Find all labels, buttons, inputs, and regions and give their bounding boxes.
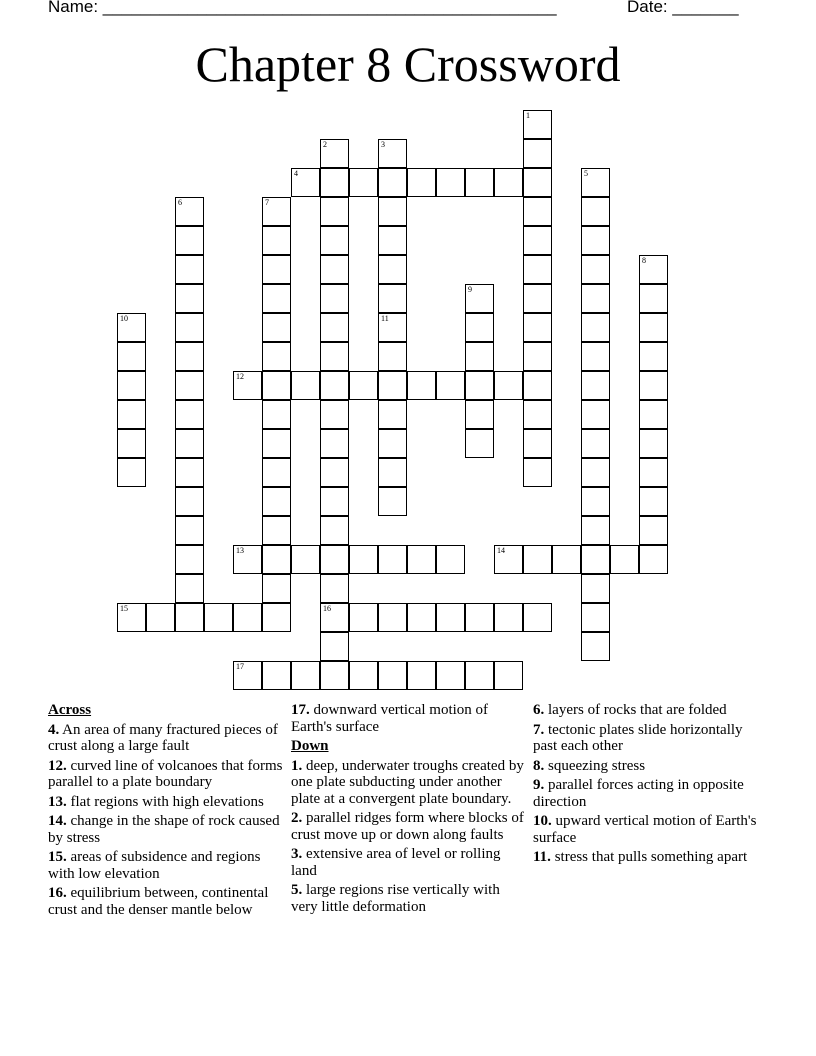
crossword-cell[interactable]	[639, 342, 668, 371]
clue-text: areas of subsidence and regions with low elevation	[48, 849, 261, 882]
crossword-cell[interactable]	[262, 313, 291, 342]
crossword-cell[interactable]	[523, 313, 552, 342]
crossword-cell[interactable]	[581, 603, 610, 632]
page-title: Chapter 8 Crossword	[195, 36, 621, 92]
clue-item	[533, 813, 769, 846]
crossword-cell[interactable]	[639, 487, 668, 516]
crossword-cell[interactable]	[639, 516, 668, 545]
crossword-cell[interactable]	[262, 429, 291, 458]
crossword-cell[interactable]	[320, 255, 349, 284]
clue-text: upward vertical motion of Earth's surface	[533, 813, 757, 846]
crossword-cell[interactable]	[175, 429, 204, 458]
clue-number: 6	[178, 198, 182, 207]
crossword-cell[interactable]	[407, 168, 436, 197]
crossword-cell[interactable]	[349, 603, 378, 632]
crossword-cell[interactable]	[581, 371, 610, 400]
crossword-cell[interactable]	[523, 255, 552, 284]
crossword-cell[interactable]	[175, 342, 204, 371]
crossword-cell[interactable]	[175, 255, 204, 284]
clue-text: extensive area of level or rolling land	[291, 846, 501, 879]
clue-number: 8	[642, 256, 646, 265]
crossword-cell[interactable]	[146, 603, 175, 632]
crossword-cell[interactable]	[523, 342, 552, 371]
crossword-cell[interactable]	[378, 342, 407, 371]
crossword-cell[interactable]	[581, 429, 610, 458]
crossword-cell[interactable]	[378, 197, 407, 226]
crossword-cell[interactable]	[320, 139, 349, 168]
clue-num: 12.	[48, 757, 67, 774]
crossword-cell[interactable]	[639, 255, 668, 284]
clue-number: 1	[526, 111, 530, 120]
crossword-cell[interactable]	[320, 661, 349, 690]
crossword-cell[interactable]	[494, 661, 523, 690]
clues-column-2	[291, 702, 527, 918]
name-field[interactable]: Name: ________________________________________________	[48, 0, 557, 16]
crossword-cell[interactable]	[639, 545, 668, 574]
clue-text: squeezing stress	[544, 757, 646, 774]
clue-text: equilibrium between, continental crust and the denser mantle below	[48, 885, 269, 918]
crossword-cell[interactable]	[465, 429, 494, 458]
crossword-cell[interactable]	[175, 400, 204, 429]
clues-column-1	[48, 702, 284, 921]
clue-number: 9	[468, 285, 472, 294]
crossword-cell[interactable]	[233, 603, 262, 632]
crossword-cell[interactable]	[581, 458, 610, 487]
clue-num: 17.	[291, 702, 310, 718]
crossword-cell[interactable]	[581, 168, 610, 197]
crossword-cell[interactable]	[378, 458, 407, 487]
crossword-cell[interactable]	[175, 226, 204, 255]
clue-item	[48, 758, 284, 791]
crossword-cell[interactable]	[262, 458, 291, 487]
clue-num: 2.	[291, 810, 303, 826]
crossword-cell[interactable]	[291, 168, 320, 197]
crossword-cell[interactable]	[262, 545, 291, 574]
clue-num: 11.	[533, 849, 551, 865]
crossword-cell[interactable]	[378, 371, 407, 400]
crossword-cell[interactable]	[378, 139, 407, 168]
across-heading: Across	[48, 702, 92, 718]
crossword-cell[interactable]	[581, 284, 610, 313]
crossword-cell[interactable]	[175, 516, 204, 545]
clue-item	[291, 758, 527, 808]
clue-text: deep, underwater troughs created by one plate subducting under another plate at a convergent plate boundary.	[291, 757, 524, 807]
crossword-cell[interactable]	[378, 400, 407, 429]
clue-number: 12	[236, 372, 244, 381]
crossword-cell[interactable]	[378, 429, 407, 458]
clue-item	[48, 794, 284, 811]
crossword-cell[interactable]	[262, 371, 291, 400]
crossword-cell[interactable]	[639, 313, 668, 342]
clue-text: change in the shape of rock caused by stress	[48, 813, 280, 846]
crossword-cell[interactable]	[291, 371, 320, 400]
crossword-cell[interactable]	[262, 226, 291, 255]
crossword-cell[interactable]	[320, 342, 349, 371]
crossword-cell[interactable]	[117, 371, 146, 400]
clue-num: 13.	[48, 793, 67, 810]
clue-item	[48, 722, 284, 755]
crossword-cell[interactable]	[233, 661, 262, 690]
crossword-cell[interactable]	[117, 342, 146, 371]
crossword-cell[interactable]	[436, 661, 465, 690]
crossword-cell[interactable]	[378, 168, 407, 197]
crossword-cell[interactable]	[639, 371, 668, 400]
crossword-cell[interactable]	[407, 603, 436, 632]
clue-text: curved line of volcanoes that forms parallel to a plate boundary	[48, 757, 283, 790]
crossword-cell[interactable]	[175, 603, 204, 632]
crossword-cell[interactable]	[465, 342, 494, 371]
date-field[interactable]: Date: _______	[627, 0, 739, 16]
crossword-cell[interactable]	[233, 545, 262, 574]
clue-num: 14.	[48, 813, 67, 829]
clue-number: 13	[236, 546, 244, 555]
crossword-cell[interactable]	[320, 371, 349, 400]
crossword-cell[interactable]	[117, 429, 146, 458]
crossword-cell[interactable]	[378, 661, 407, 690]
crossword-cell[interactable]	[494, 371, 523, 400]
clue-num: 8.	[533, 757, 545, 774]
clue-item	[533, 722, 769, 755]
crossword-cell[interactable]	[465, 400, 494, 429]
crossword-cell[interactable]	[117, 313, 146, 342]
clue-item	[48, 849, 284, 882]
crossword-cell[interactable]	[262, 284, 291, 313]
clue-num: 4.	[48, 721, 60, 738]
crossword-cell[interactable]	[349, 661, 378, 690]
crossword-cell[interactable]	[523, 371, 552, 400]
crossword-cell[interactable]	[581, 313, 610, 342]
crossword-cell[interactable]	[262, 197, 291, 226]
crossword-cell[interactable]	[175, 313, 204, 342]
clue-item	[48, 885, 284, 918]
clue-text: downward vertical motion of Earth's surface	[291, 702, 489, 735]
clue-text: layers of rocks that are folded	[544, 702, 727, 718]
crossword-cell[interactable]	[494, 603, 523, 632]
clue-number: 11	[381, 314, 389, 323]
crossword-cell[interactable]	[552, 545, 581, 574]
crossword-cell[interactable]	[378, 603, 407, 632]
crossword-cell[interactable]	[320, 197, 349, 226]
clue-number: 14	[497, 546, 505, 555]
crossword-cell[interactable]	[436, 168, 465, 197]
clue-number: 17	[236, 662, 244, 671]
crossword-cell[interactable]	[494, 168, 523, 197]
crossword-cell[interactable]	[581, 487, 610, 516]
clue-item	[291, 846, 527, 879]
crossword-cell[interactable]	[581, 342, 610, 371]
crossword-cell[interactable]	[320, 632, 349, 661]
crossword-cell[interactable]	[523, 110, 552, 139]
crossword-cell[interactable]	[233, 371, 262, 400]
crossword-cell[interactable]	[117, 458, 146, 487]
crossword-cell[interactable]	[175, 284, 204, 313]
crossword-cell[interactable]	[465, 168, 494, 197]
crossword-cell[interactable]	[262, 516, 291, 545]
crossword-cell[interactable]	[465, 313, 494, 342]
crossword-cell[interactable]	[494, 545, 523, 574]
crossword-cell[interactable]	[349, 371, 378, 400]
crossword-cell[interactable]	[320, 458, 349, 487]
crossword-cell[interactable]	[320, 574, 349, 603]
crossword-cell[interactable]	[465, 661, 494, 690]
clue-text: stress that pulls something apart	[550, 849, 748, 865]
crossword-cell[interactable]	[349, 545, 378, 574]
clue-num: 9.	[533, 777, 545, 793]
crossword-cell[interactable]	[436, 603, 465, 632]
crossword-cell[interactable]	[320, 168, 349, 197]
crossword-cell[interactable]	[291, 661, 320, 690]
crossword-cell[interactable]	[320, 226, 349, 255]
clue-item	[291, 702, 527, 735]
clue-num: 10.	[533, 813, 552, 829]
crossword-cell[interactable]	[262, 574, 291, 603]
crossword-cell[interactable]	[581, 632, 610, 661]
crossword-cell[interactable]	[523, 168, 552, 197]
crossword-cell[interactable]	[320, 313, 349, 342]
crossword-cell[interactable]	[581, 516, 610, 545]
crossword-cell[interactable]	[523, 139, 552, 168]
crossword-cell[interactable]	[639, 429, 668, 458]
crossword-cell[interactable]	[465, 284, 494, 313]
crossword-cell[interactable]	[523, 458, 552, 487]
crossword-cell[interactable]	[291, 545, 320, 574]
crossword-cell[interactable]	[175, 197, 204, 226]
crossword-cell[interactable]	[581, 226, 610, 255]
clue-text: large regions rise vertically with very little deformation	[291, 882, 500, 915]
crossword-cell[interactable]	[436, 371, 465, 400]
crossword-cell[interactable]	[117, 400, 146, 429]
crossword-cell[interactable]	[523, 284, 552, 313]
crossword-cell[interactable]	[639, 400, 668, 429]
crossword-cell[interactable]	[378, 313, 407, 342]
crossword-cell[interactable]	[378, 226, 407, 255]
clue-num: 16.	[48, 885, 67, 901]
crossword-cell[interactable]	[262, 603, 291, 632]
crossword-cell[interactable]	[262, 400, 291, 429]
clue-text: tectonic plates slide horizontally past each other	[533, 721, 743, 754]
crossword-cell[interactable]	[175, 458, 204, 487]
clue-item	[533, 702, 769, 719]
crossword-cell[interactable]	[320, 516, 349, 545]
crossword-cell[interactable]	[639, 458, 668, 487]
crossword-cell[interactable]	[523, 429, 552, 458]
crossword-cell[interactable]	[436, 545, 465, 574]
clue-num: 15.	[48, 849, 67, 865]
crossword-cell[interactable]	[581, 574, 610, 603]
clue-text: An area of many fractured pieces of crust along a large fault	[48, 721, 278, 754]
clue-number: 4	[294, 169, 298, 178]
crossword-cell[interactable]	[407, 661, 436, 690]
clue-item	[533, 849, 769, 866]
clue-item	[48, 813, 284, 846]
clue-item	[291, 810, 527, 843]
crossword-cell[interactable]	[378, 545, 407, 574]
clue-number: 15	[120, 604, 128, 613]
crossword-cell[interactable]	[523, 400, 552, 429]
crossword-cell[interactable]	[175, 371, 204, 400]
clue-num: 5.	[291, 882, 303, 898]
clue-num: 6.	[533, 702, 545, 718]
crossword-cell[interactable]	[523, 197, 552, 226]
crossword-cell[interactable]	[262, 255, 291, 284]
crossword-cell[interactable]	[407, 545, 436, 574]
crossword-cell[interactable]	[523, 226, 552, 255]
crossword-cell[interactable]	[581, 545, 610, 574]
clue-text: parallel ridges form where blocks of crust move up or down along faults	[291, 810, 524, 843]
crossword-cell[interactable]	[378, 284, 407, 313]
clue-item	[533, 758, 769, 775]
crossword-cell[interactable]	[262, 661, 291, 690]
crossword-cell[interactable]	[639, 284, 668, 313]
crossword-cell[interactable]	[581, 400, 610, 429]
crossword-cell[interactable]	[320, 545, 349, 574]
crossword-cell[interactable]	[320, 429, 349, 458]
crossword-cell[interactable]	[378, 487, 407, 516]
crossword-cell[interactable]	[581, 197, 610, 226]
crossword-cell[interactable]	[407, 371, 436, 400]
crossword-cell[interactable]	[175, 545, 204, 574]
clue-num: 1.	[291, 757, 303, 774]
clue-number: 5	[584, 169, 588, 178]
crossword-cell[interactable]	[204, 603, 233, 632]
clue-number: 7	[265, 198, 269, 207]
crossword-cell[interactable]	[523, 545, 552, 574]
clues-column-3	[533, 702, 769, 869]
clue-item	[533, 777, 769, 810]
crossword-cell[interactable]	[465, 603, 494, 632]
crossword-cell[interactable]	[349, 168, 378, 197]
crossword-cell[interactable]	[320, 487, 349, 516]
crossword-cell[interactable]	[610, 545, 639, 574]
crossword-cell[interactable]	[465, 371, 494, 400]
crossword-cell[interactable]	[523, 603, 552, 632]
clue-number: 10	[120, 314, 128, 323]
crossword-cell[interactable]	[175, 487, 204, 516]
clue-item	[291, 882, 527, 915]
down-heading: Down	[291, 738, 329, 754]
clue-number: 3	[381, 140, 385, 149]
crossword-cell[interactable]	[320, 603, 349, 632]
crossword-cell[interactable]	[262, 487, 291, 516]
clue-number: 2	[323, 140, 327, 149]
crossword-cell[interactable]	[320, 284, 349, 313]
clue-text: parallel forces acting in opposite direction	[533, 777, 744, 810]
crossword-cell[interactable]	[581, 255, 610, 284]
crossword-cell[interactable]	[320, 400, 349, 429]
clue-text: flat regions with high elevations	[66, 793, 264, 810]
clue-num: 7.	[533, 721, 545, 738]
crossword-cell[interactable]	[175, 574, 204, 603]
crossword-cell[interactable]	[117, 603, 146, 632]
crossword-cell[interactable]	[262, 342, 291, 371]
clue-number: 16	[323, 604, 331, 613]
crossword-cell[interactable]	[378, 255, 407, 284]
clue-num: 3.	[291, 846, 303, 862]
